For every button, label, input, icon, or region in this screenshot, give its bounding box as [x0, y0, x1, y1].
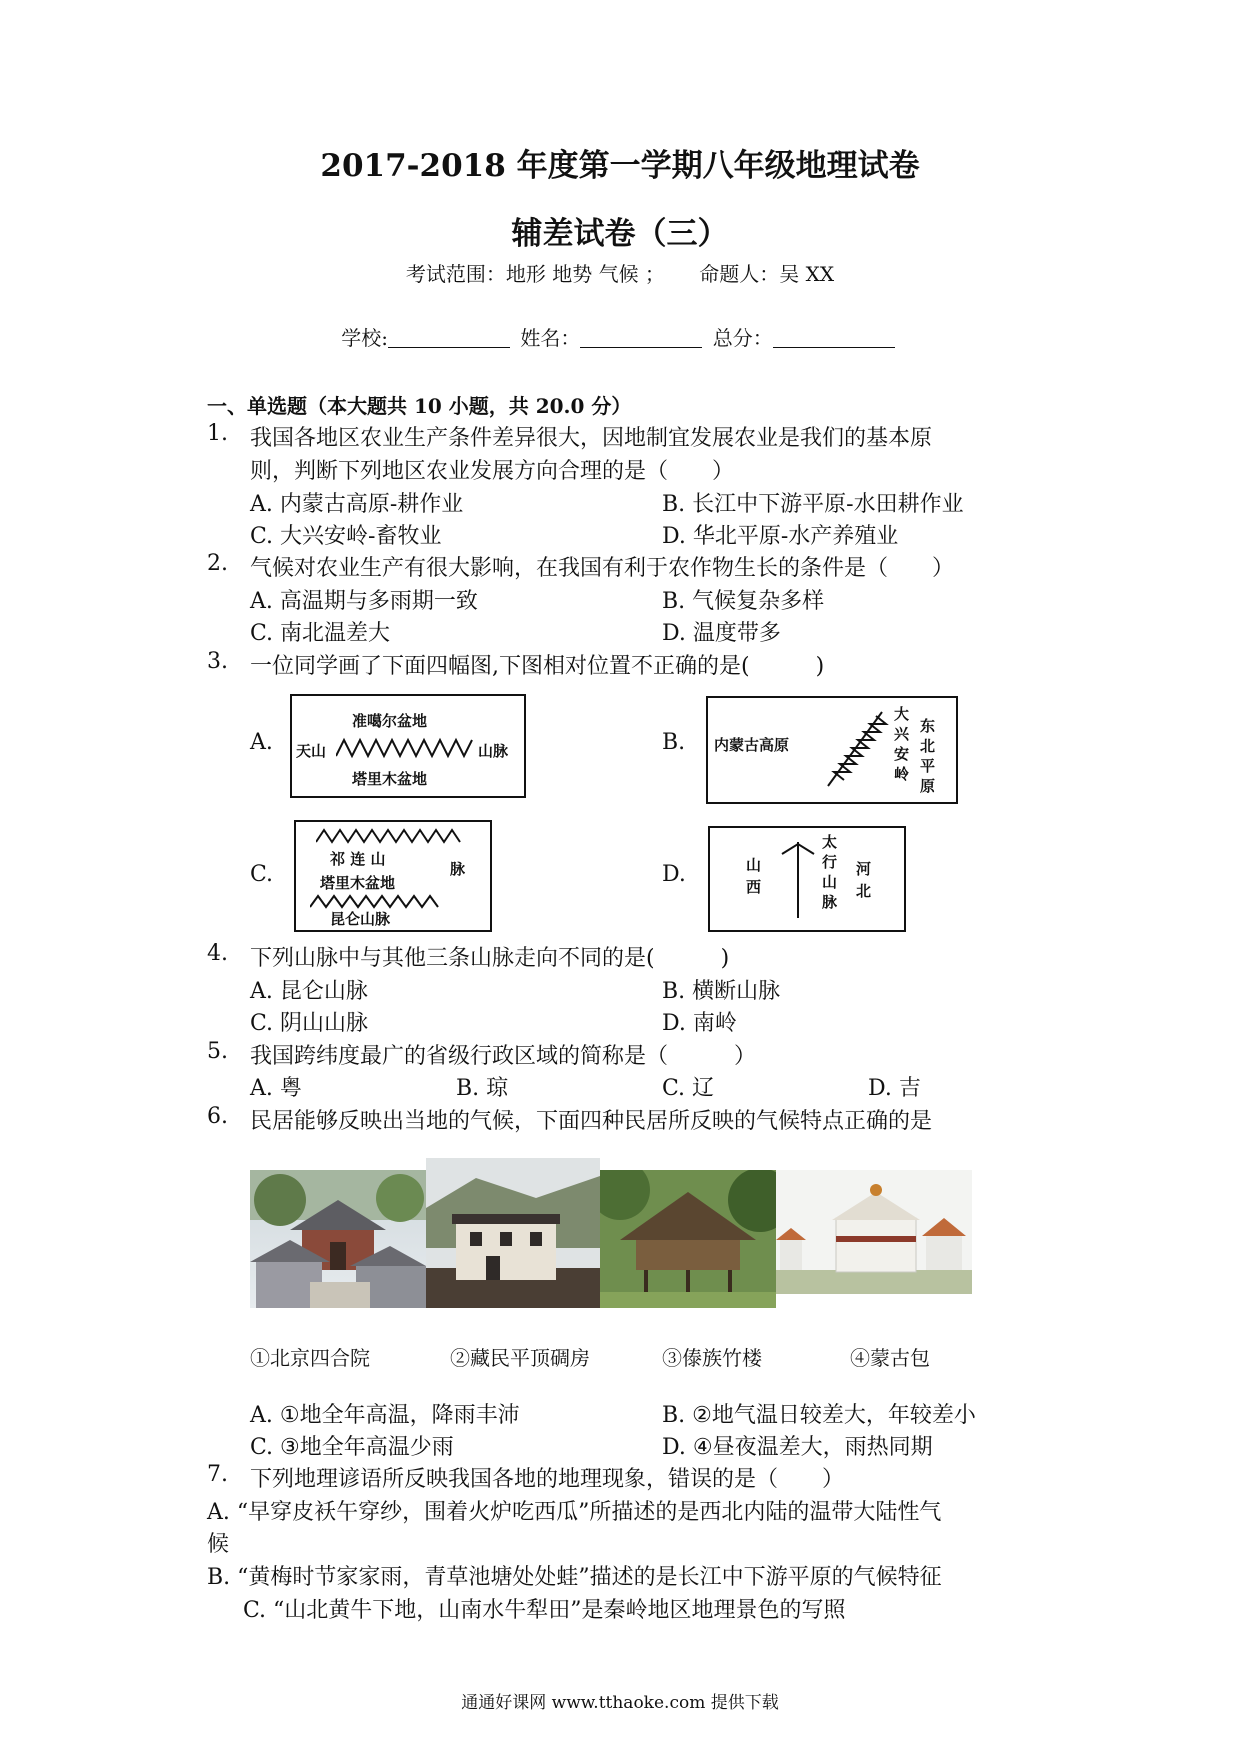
q4-stem: 下列山脉中与其他三条山脉走向不同的是( ) — [250, 946, 730, 971]
q2-option-a: A. 高温期与多雨期一致 — [250, 589, 478, 614]
q2-option-b: B. 气候复杂多样 — [662, 589, 825, 614]
q3-figure-d — [708, 826, 906, 932]
fig-c-kunlun: 昆仑山脉 — [330, 910, 391, 928]
section-heading — [207, 390, 631, 419]
q3-number: 3. — [207, 649, 228, 674]
fig-a-junggar: 准噶尔盆地 — [352, 712, 428, 730]
q1-option-d: D. 华北平原-水产养殖业 — [662, 524, 899, 549]
q7-option-a-line2: 候 — [207, 1532, 230, 1557]
fig-d-shanxi — [746, 854, 764, 898]
q6-option-c: C. ③地全年高温少雨 — [250, 1435, 454, 1460]
caption-dai-house: ③傣族竹楼 — [662, 1346, 762, 1370]
q1-option-a: A. 内蒙古高原-耕作业 — [250, 492, 464, 517]
q6-option-a: A. ①地全年高温，降雨丰沛 — [250, 1403, 520, 1428]
exam-scope: 考试范围：地形 地势 气候 ； — [405, 262, 665, 286]
q5-option-a: A. 粤 — [250, 1076, 302, 1101]
q5-option-d: D. 吉 — [868, 1076, 921, 1101]
q1-stem-line2: 则，判断下列地区农业发展方向合理的是（ ） — [250, 459, 735, 484]
q6-stem: 民居能够反映出当地的气候，下面四种民居所反映的气候特点正确的是 — [250, 1109, 933, 1134]
q7-number: 7. — [207, 1462, 228, 1487]
name-blank — [580, 327, 702, 348]
page-footer: 通通好课网 www.tthaoke.com 提供下载 — [461, 1693, 779, 1713]
q3-figure-b — [706, 696, 958, 804]
q5-option-c: C. 辽 — [662, 1076, 715, 1101]
fig-d-char-8: 北 — [856, 882, 872, 900]
caption-tibetan-house: ②藏民平顶碉房 — [450, 1346, 590, 1370]
exam-meta — [0, 258, 1240, 287]
photo-mongolian-yurt — [776, 1170, 972, 1294]
fig-c-mai: 脉 — [450, 860, 466, 878]
q6-number: 6. — [207, 1104, 228, 1129]
exam-title: 2017-2018 年度第一学期八年级地理试卷 — [320, 148, 920, 184]
fig-b-char-1: 大 — [894, 705, 910, 723]
q4-option-c: C. 阴山山脉 — [250, 1011, 369, 1036]
fig-d-hebei — [856, 858, 874, 902]
section-title: 一、单选题 — [207, 394, 307, 418]
q3-option-c: C. — [250, 862, 274, 887]
score-blank — [773, 327, 895, 348]
q7-stem: 下列地理谚语所反映我国各地的地理现象，错误的是（ ） — [250, 1467, 845, 1492]
fig-d-char-6: 脉 — [822, 893, 838, 911]
exam-author: 命题人：吴 XX — [699, 262, 835, 286]
fig-b-mountain-icon — [820, 708, 890, 792]
q2-stem: 气候对农业生产有很大影响，在我国有利于农作物生长的条件是（ ） — [250, 556, 955, 581]
q3-figure-c — [294, 820, 492, 932]
q1-number: 1. — [207, 421, 228, 446]
fig-b-char-2: 兴 — [894, 725, 910, 743]
yurt-illustration — [776, 1170, 972, 1294]
fig-d-char-1: 山 — [746, 856, 762, 874]
q4-option-b: B. 横断山脉 — [662, 979, 781, 1004]
q4-option-a: A. 昆仑山脉 — [250, 979, 368, 1004]
fig-c-tarim: 塔里木盆地 — [320, 874, 396, 892]
q6-option-d: D. ④昼夜温差大，雨热同期 — [662, 1435, 933, 1460]
fig-b-neimenggu: 内蒙古高原 — [714, 736, 790, 754]
q4-option-d: D. 南岭 — [662, 1011, 737, 1036]
fig-c-qilian: 祁 连 山 — [330, 850, 386, 868]
q7-option-a-line1: A. “早穿皮袄午穿纱，围着火炉吃西瓜”所描述的是西北内陆的温带大陆性气 — [207, 1500, 942, 1525]
name-label: 姓名： — [520, 326, 581, 350]
q3-option-b: B. — [662, 730, 686, 755]
school-blank — [388, 327, 510, 348]
q3-figure-a — [290, 694, 526, 798]
q6-option-b: B. ②地气温日较差大，年较差小 — [662, 1403, 976, 1428]
fig-d-char-3: 太 — [822, 833, 838, 851]
score-label: 总分： — [712, 326, 773, 350]
q3-option-d: D. — [662, 862, 686, 887]
q4-number: 4. — [207, 941, 228, 966]
fig-b-char-6: 北 — [920, 737, 936, 755]
fig-d-char-7: 河 — [856, 860, 872, 878]
q2-option-d: D. 温度带多 — [662, 621, 781, 646]
q5-number: 5. — [207, 1039, 228, 1064]
caption-yurt: ④蒙古包 — [850, 1346, 930, 1370]
dai-house-illustration — [600, 1170, 776, 1308]
q3-option-a: A. — [250, 730, 273, 755]
photo-dai-bamboo-house — [600, 1170, 776, 1308]
fig-c-qilian-icon — [316, 828, 466, 846]
exam-subtitle: 辅差试卷（三） — [511, 216, 729, 252]
fig-d-mountain-icon — [774, 838, 824, 922]
fig-d-char-5: 山 — [822, 873, 838, 891]
photo-siheyuan — [250, 1170, 426, 1308]
q1-option-c: C. 大兴安岭-畜牧业 — [250, 524, 442, 549]
fig-a-tianshan: 天山 — [296, 742, 327, 760]
fig-b-daxinganling — [894, 704, 912, 784]
student-fields — [0, 322, 1240, 351]
fig-b-char-5: 东 — [920, 717, 936, 735]
fig-b-dongbei-pingyuan — [920, 716, 938, 796]
fig-a-tarim: 塔里木盆地 — [352, 770, 428, 788]
photo-tibetan-house — [426, 1158, 600, 1308]
fig-d-char-4: 行 — [822, 853, 838, 871]
fig-d-taihang — [822, 832, 840, 912]
fig-d-char-2: 西 — [746, 878, 762, 896]
q2-number: 2. — [207, 551, 228, 576]
fig-a-mountain-icon — [336, 736, 476, 760]
section-note: （本大题共 10 小题，共 20.0 分） — [307, 394, 632, 418]
fig-b-char-7: 平 — [920, 757, 936, 775]
siheyuan-illustration — [250, 1170, 426, 1308]
q1-option-b: B. 长江中下游平原-水田耕作业 — [662, 492, 964, 517]
fig-a-mountain-suffix: 山脉 — [478, 742, 509, 760]
q7-option-c: C. “山北黄牛下地，山南水牛犁田”是秦岭地区地理景色的写照 — [243, 1598, 846, 1623]
q3-stem: 一位同学画了下面四幅图,下图相对位置不正确的是( ) — [250, 654, 825, 679]
tibetan-house-illustration — [426, 1158, 600, 1308]
q7-option-b: B. “黄梅时节家家雨，青草池塘处处蛙”描述的是长江中下游平原的气候特征 — [207, 1565, 942, 1590]
q2-option-c: C. 南北温差大 — [250, 621, 391, 646]
fig-b-char-4: 岭 — [894, 765, 910, 783]
q1-stem-line1: 我国各地区农业生产条件差异很大，因地制宜发展农业是我们的基本原 — [250, 426, 933, 451]
fig-b-char-3: 安 — [894, 745, 910, 763]
q5-stem: 我国跨纬度最广的省级行政区域的简称是（ ） — [250, 1044, 757, 1069]
caption-siheyuan: ①北京四合院 — [250, 1346, 370, 1370]
q5-option-b: B. 琼 — [456, 1076, 509, 1101]
fig-b-char-8: 原 — [920, 777, 936, 795]
school-label: 学校: — [341, 326, 389, 350]
